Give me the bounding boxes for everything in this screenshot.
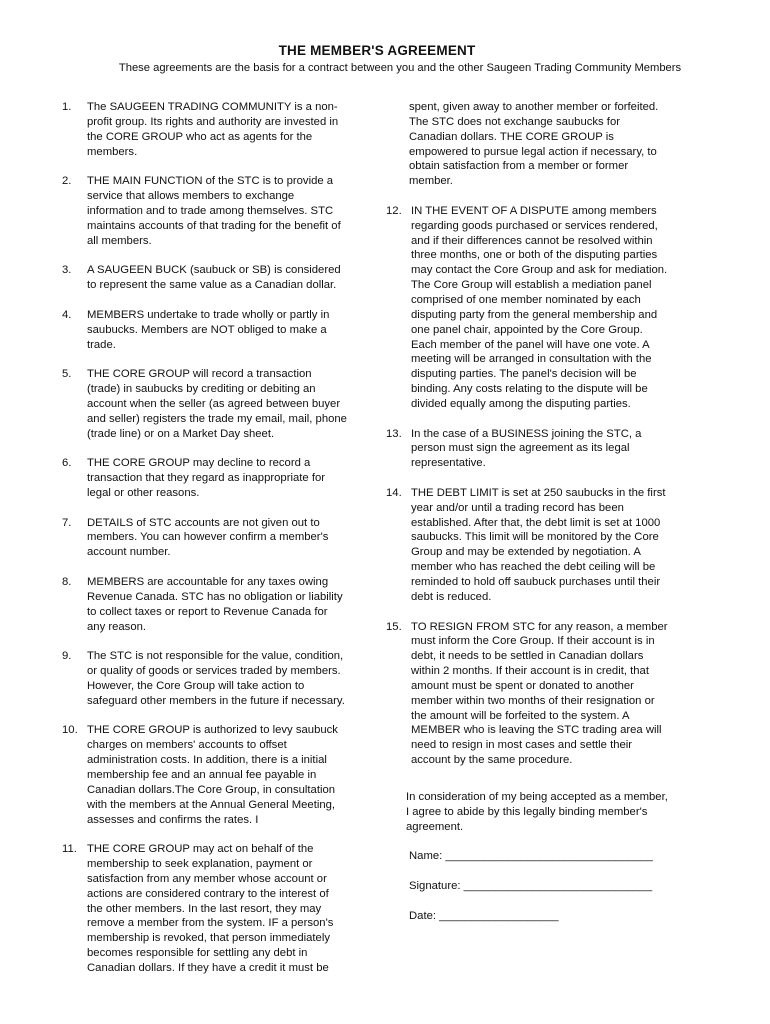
item-text: THE CORE GROUP may act on behalf of the membership to seek explanation, payment or satisfaction from any member whose account or actions are considered contrary to the interest of the other members. In the last resort, they may remove a member from the system. IF a person's membership is revoked, that person immediately becomes responsible for settling any debt in Canadian dollars. If they have a credit it must be (87, 843, 334, 974)
item-number: 13. (386, 427, 402, 440)
item-number: 4. (62, 308, 72, 321)
item-number: 6. (62, 457, 72, 470)
item-text: MEMBERS are accountable for any taxes owing Revenue Canada. STC has no obligation or liability to collect taxes or report to Revenue Canada for any reason. (87, 576, 343, 633)
agreement-item-2 (62, 174, 376, 248)
agreement-item-15 (386, 620, 700, 768)
page-title: THE MEMBER'S AGREEMENT (278, 43, 476, 58)
item-text: TO RESIGN FROM STC for any reason, a member must inform the Core Group. If their account is in debt, it needs to be settled in Canadian dollars within 2 months. If their account is in credit, that amount must be spent or donated to another member within two months of their resignation or the amount will be forfeited to the system. A MEMBER who is leaving the STC trading area will need to resign in most cases and settle their account by the same procedure. (411, 620, 668, 767)
agreement-item-13 (386, 427, 700, 472)
item-text: THE DEBT LIMIT is set at 250 saubucks in the first year and/or until a trading record has been established. After that, the debt limit is set at 1000 saubucks. This limit will be monitored by the Core Group and may be extended by negotiation. A member who has reached the debt ceiling will be reminded to hold off saubuck purchases until their debt is reduced. (411, 486, 666, 603)
item-number: 15. (386, 620, 402, 633)
date-field[interactable]: Date: ___________________ (409, 909, 559, 922)
agreement-item-12 (386, 204, 700, 412)
left-column (62, 100, 376, 991)
agreement-item-9 (62, 649, 376, 708)
item-number: 12. (386, 204, 402, 217)
item-text: IN THE EVENT OF A DISPUTE among members regarding goods purchased or services rendered, and if their differences cannot be resolved within three months, one or both of the disputing parties may contact the Core Group and ask for mediation. The Core Group will establish a mediation panel comprised of one member nominated by each disputing party from the general membership and one panel chair, appointed by the Core Group. Each member of the panel will have one vote. A meeting will be arranged in consultation with the disputing parties. The panel's decision will be binding. Any costs relating to the dispute will be divided equally among the disputing parties. (411, 204, 668, 410)
right-column (386, 100, 700, 938)
item-text: THE CORE GROUP will record a transaction (trade) in saubucks by crediting or debiting an account when the seller (as agreed between buyer and seller) registers the trade my email, mail, phone (trade line) or on a Market Day sheet. (87, 368, 347, 440)
item-number: 2. (62, 175, 72, 188)
item-number: 10. (62, 724, 78, 737)
agreement-item-7 (62, 516, 376, 561)
item-11-continuation: spent, given away to another member or forfeited. The STC does not exchange saubucks for Canadian dollars. THE CORE GROUP is empowered to pursue legal action if necessary, to obtain satisfaction from a member or former member. (409, 101, 659, 188)
item-text: DETAILS of STC accounts are not given out to members. You can however confirm a member's account number. (87, 516, 329, 559)
item-text: The STC is not responsible for the value, condition, or quality of goods or services traded by members. However, the Core Group will take action to safeguard other members in the future if necessary. (87, 650, 345, 707)
agreement-item-3 (62, 263, 376, 293)
item-number: 11. (62, 843, 77, 856)
agreement-item-4 (62, 308, 376, 353)
item-text: THE CORE GROUP may decline to record a transaction that they regard as inappropriate for legal or other reasons. (87, 457, 326, 499)
item-number: 5. (62, 368, 72, 381)
item-number: 7. (62, 516, 72, 529)
signature-field[interactable]: Signature: ______________________________ (409, 880, 653, 893)
agreement-item-8 (62, 575, 376, 634)
agreement-item-14 (386, 486, 700, 605)
consent-statement: In consideration of my being accepted as a member, I agree to abide by this legally binding member's agreement. (406, 790, 668, 833)
name-field[interactable]: Name: _________________________________ (409, 850, 653, 863)
item-number: 8. (62, 576, 72, 588)
item-text: THE CORE GROUP is authorized to levy saubuck charges on members' accounts to offset administration costs. In addition, there is a initial membership fee and an annual fee payable in Canadian dollars.The Core Group, in consultation with the members at the Annual General Meeting, assesses and confirms the rates. I (87, 724, 338, 826)
item-text: The SAUGEEN TRADING COMMUNITY is a non- profit group. Its rights and authority are invested in the CORE GROUP who act as agents for the members. (87, 101, 339, 158)
item-text: In the case of a BUSINESS joining the STC, a person must sign the agreement as its legal representative. (411, 427, 642, 470)
page-subtitle: These agreements are the basis for a contract between you and the other Saugeen Trading Community Members (118, 62, 682, 74)
item-number: 1. (62, 101, 72, 113)
item-text: MEMBERS undertake to trade wholly or partly in saubucks. Members are NOT obliged to make a trade. (87, 308, 330, 351)
agreement-item-10 (62, 723, 376, 827)
agreement-item-5 (62, 367, 376, 441)
agreement-item-1 (62, 100, 376, 159)
agreement-item-11 (62, 842, 376, 976)
agreement-item-6 (62, 456, 376, 501)
item-number: 3. (62, 264, 72, 277)
item-number: 14. (386, 486, 402, 499)
item-text: THE MAIN FUNCTION of the STC is to provide a service that allows members to exchange information and to trade among themselves. STC maintains accounts of that trading for the benefit of all members. (87, 175, 341, 247)
item-text: A SAUGEEN BUCK (saubuck or SB) is considered to represent the same value as a Canadian dollar. (87, 264, 341, 292)
item-number: 9. (62, 650, 72, 663)
